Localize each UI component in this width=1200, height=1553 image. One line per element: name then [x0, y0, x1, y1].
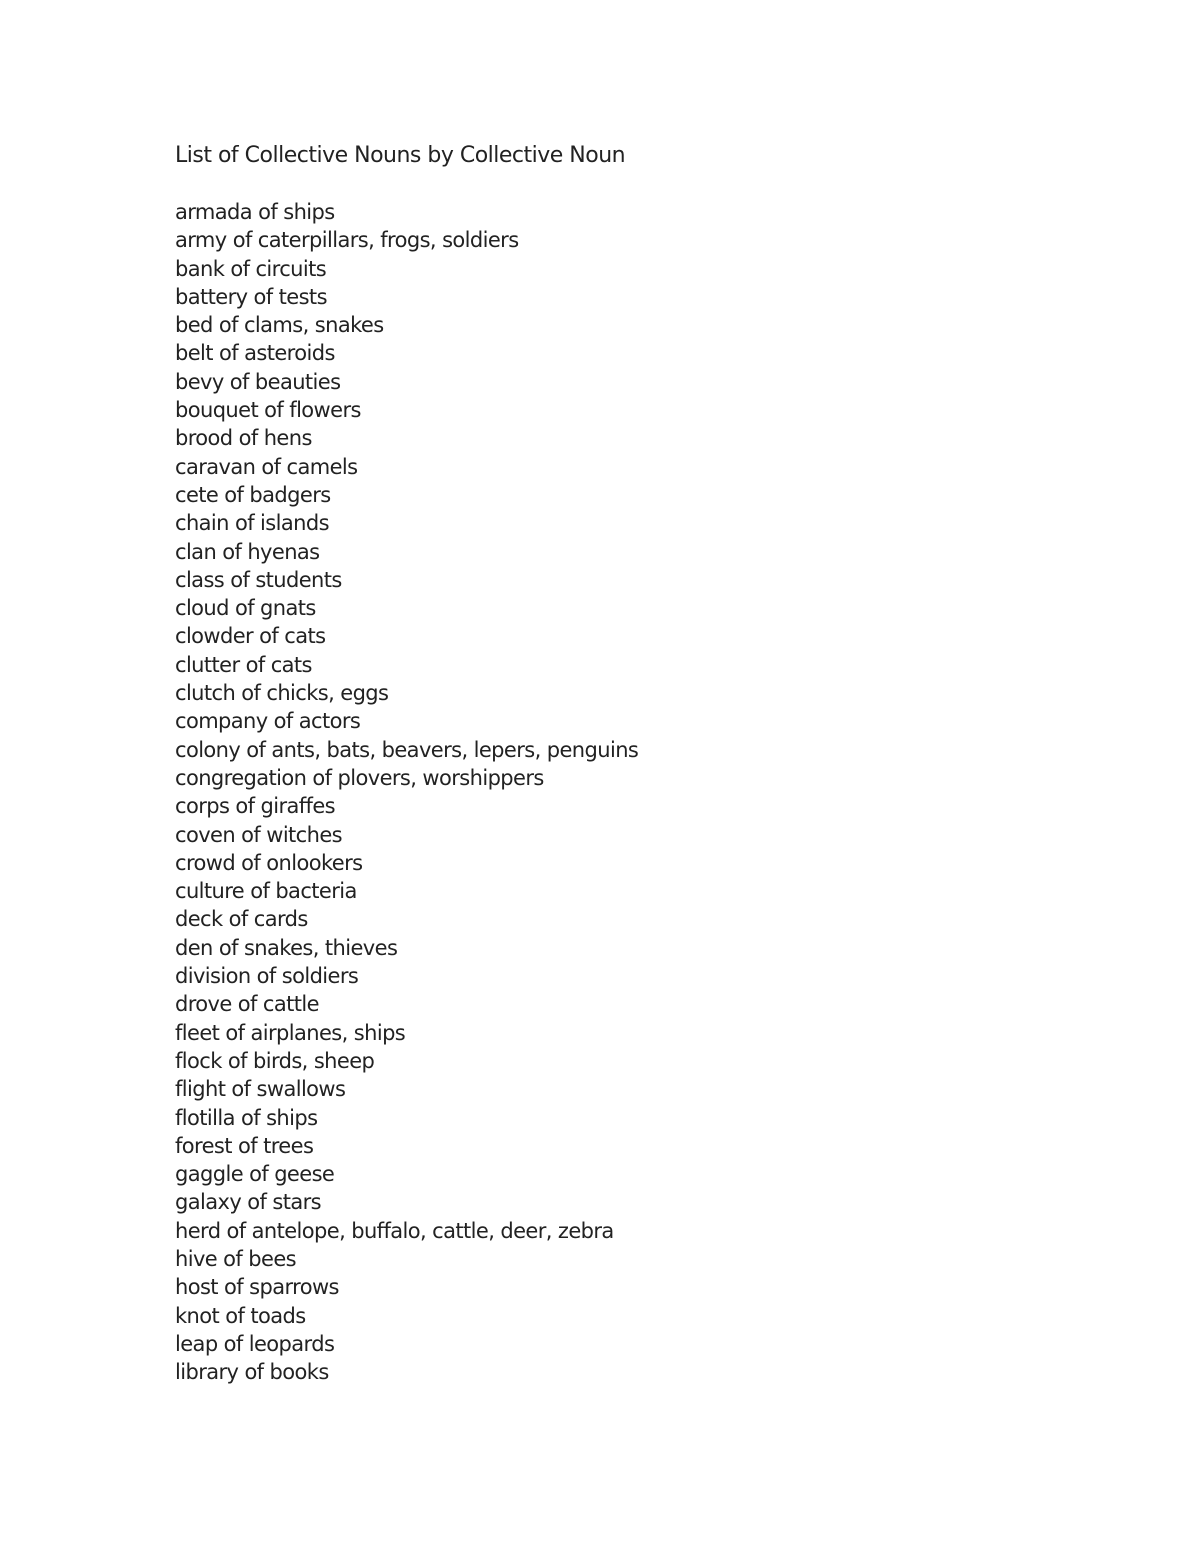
list-item: colony of ants, bats, beavers, lepers, penguins	[175, 737, 639, 762]
list-item: leap of leopards	[175, 1331, 335, 1356]
page-title: List of Collective Nouns by Collective Noun	[175, 143, 626, 168]
list-item: division of soldiers	[175, 964, 359, 989]
list-item: corps of giraffes	[175, 794, 336, 819]
list-item: library of books	[175, 1360, 329, 1385]
list-item: bank of circuits	[175, 256, 327, 281]
list-item: knot of toads	[175, 1303, 306, 1328]
list-item: bed of clams, snakes	[175, 313, 384, 338]
list-item: caravan of camels	[175, 454, 358, 479]
list-item: belt of asteroids	[175, 341, 335, 366]
list-item: company of actors	[175, 709, 361, 734]
collective-noun-list	[175, 198, 638, 1386]
list-item: clan of hyenas	[175, 539, 320, 564]
list-item: den of snakes, thieves	[175, 935, 398, 960]
list-item: clutter of cats	[175, 652, 312, 677]
list-item: army of caterpillars, frogs, soldiers	[175, 228, 519, 253]
list-item: clowder of cats	[175, 624, 326, 649]
list-item: chain of islands	[175, 511, 329, 536]
list-item: host of sparrows	[175, 1275, 339, 1300]
list-item: congregation of plovers, worshippers	[175, 765, 544, 790]
list-item: crowd of onlookers	[175, 850, 363, 875]
list-item: battery of tests	[175, 284, 327, 309]
list-item: cete of badgers	[175, 482, 331, 507]
list-item: gaggle of geese	[175, 1162, 335, 1187]
list-item: flotilla of ships	[175, 1105, 318, 1130]
list-item: coven of witches	[175, 822, 343, 847]
list-item: flight of swallows	[175, 1077, 346, 1102]
list-item: culture of bacteria	[175, 879, 357, 904]
list-item: bouquet of flowers	[175, 398, 361, 423]
list-item: class of students	[175, 567, 342, 592]
list-item: herd of antelope, buffalo, cattle, deer, zebra	[175, 1218, 614, 1243]
list-item: flock of birds, sheep	[175, 1048, 375, 1073]
list-item: deck of cards	[175, 907, 308, 932]
list-item: hive of bees	[175, 1246, 296, 1271]
list-item: cloud of gnats	[175, 596, 316, 621]
list-item: bevy of beauties	[175, 369, 341, 394]
list-item: fleet of airplanes, ships	[175, 1020, 406, 1045]
list-item: drove of cattle	[175, 992, 319, 1017]
list-item: brood of hens	[175, 426, 312, 451]
list-item: galaxy of stars	[175, 1190, 321, 1215]
list-item: armada of ships	[175, 200, 335, 224]
list-item: forest of trees	[175, 1133, 314, 1158]
list-item: clutch of chicks, eggs	[175, 681, 389, 706]
